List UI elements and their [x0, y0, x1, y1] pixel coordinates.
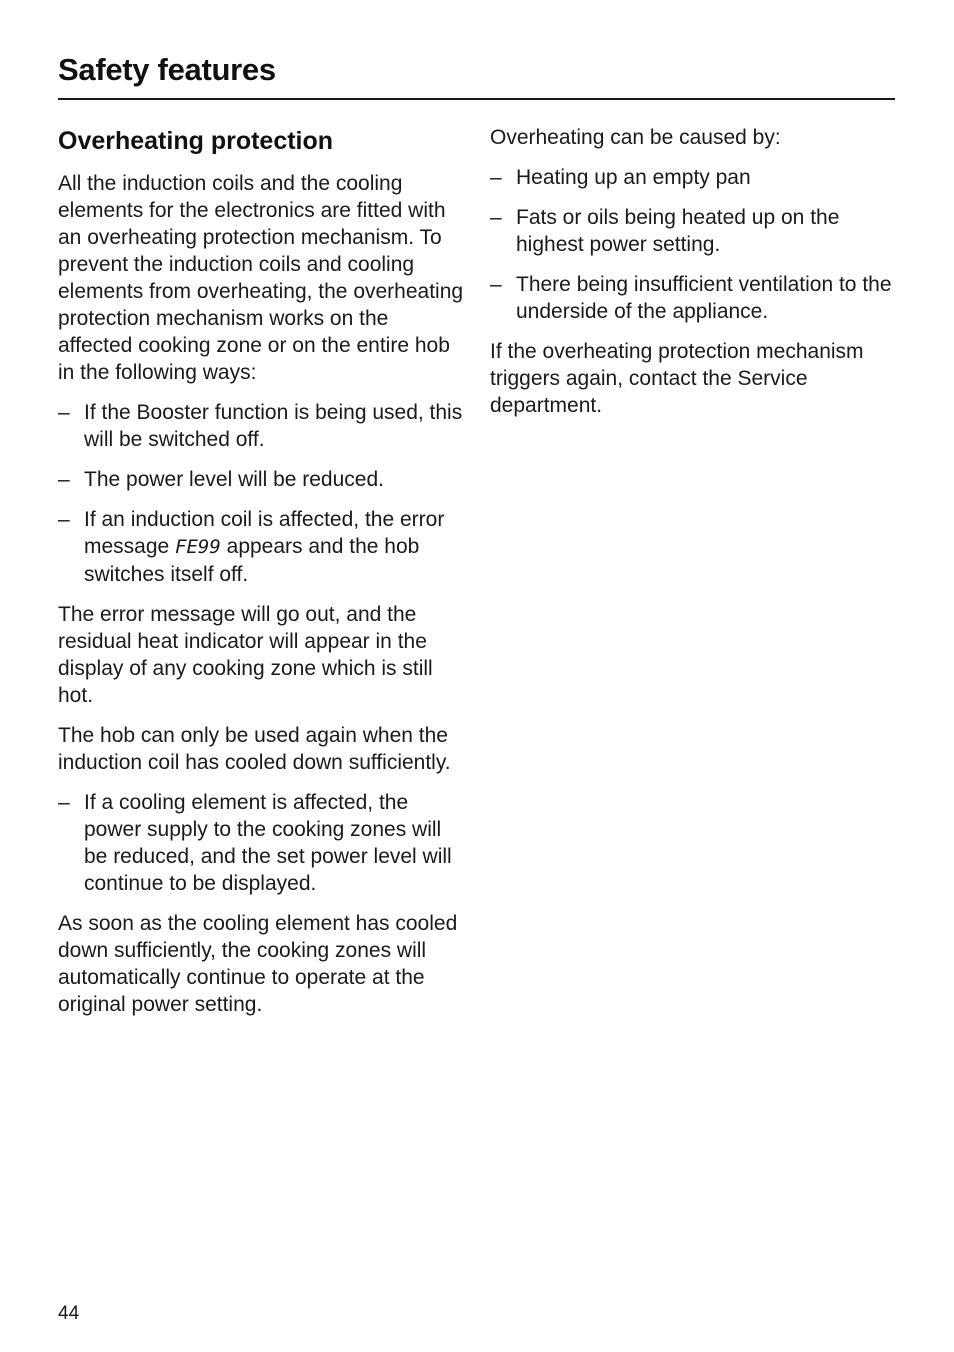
- list-item-text: The power level will be reduced.: [84, 468, 384, 491]
- list-item-text: If a cooling element is affected, the power supply to the cooking zones will be reduced, and the set power level will continue to be displayed.: [84, 791, 452, 895]
- dash-bullet: –: [490, 166, 502, 189]
- dash-bullet: –: [58, 468, 70, 491]
- list-item-power-level: [58, 466, 468, 493]
- list-item-cooling-element: [58, 789, 468, 897]
- list-item-text: Heating up an empty pan: [516, 166, 751, 189]
- dash-bullet: –: [58, 508, 70, 531]
- page-number: 44: [58, 1303, 80, 1324]
- section-heading-overheating: Overheating protection: [58, 127, 334, 155]
- error-code: FE99: [175, 536, 221, 558]
- error-message-paragraph: The error message will go out, and the residual heat indicator will appear in the display of any cooking zone which is still hot.: [58, 603, 433, 707]
- causes-intro: Overheating can be caused by:: [490, 126, 781, 149]
- list-item-fats-oils: [490, 204, 895, 258]
- list-item-text: appears and the hob switches itself off.: [84, 535, 420, 586]
- page-title: Safety features: [58, 52, 276, 87]
- list-item-booster: [58, 399, 468, 453]
- right-column: [490, 124, 895, 432]
- hob-reuse-paragraph: The hob can only be used again when the induction coil has cooled down sufficiently.: [58, 724, 451, 774]
- dash-bullet: –: [490, 273, 502, 296]
- list-item-induction-coil: [58, 506, 468, 588]
- left-column: [58, 124, 468, 1031]
- page-header: [58, 50, 895, 100]
- intro-paragraph: All the induction coils and the cooling elements for the electronics are fitted with an overheating protection mechanism. To prevent the induction coils and cooling elements from overheating, the overheating protection mechanism works on the affected cooking zone or on the entire hob in the following ways:: [58, 172, 464, 384]
- list-item-text: There being insufficient ventilation to the underside of the appliance.: [516, 273, 892, 323]
- title-divider: [58, 98, 895, 100]
- list-item-ventilation: [490, 271, 895, 325]
- list-item-empty-pan: [490, 164, 895, 191]
- dash-bullet: –: [58, 401, 70, 424]
- cooled-down-paragraph: As soon as the cooling element has cooled down sufficiently, the cooking zones will automatically continue to operate at the original power setting.: [58, 912, 458, 1016]
- dash-bullet: –: [58, 791, 70, 814]
- service-paragraph: If the overheating protection mechanism triggers again, contact the Service department.: [490, 340, 864, 417]
- dash-bullet: –: [490, 206, 502, 229]
- list-item-text: If the Booster function is being used, this will be switched off.: [84, 401, 463, 451]
- list-item-text: If an induction coil is affected, the error message: [84, 508, 445, 558]
- list-item-text: Fats or oils being heated up on the highest power setting.: [516, 206, 840, 256]
